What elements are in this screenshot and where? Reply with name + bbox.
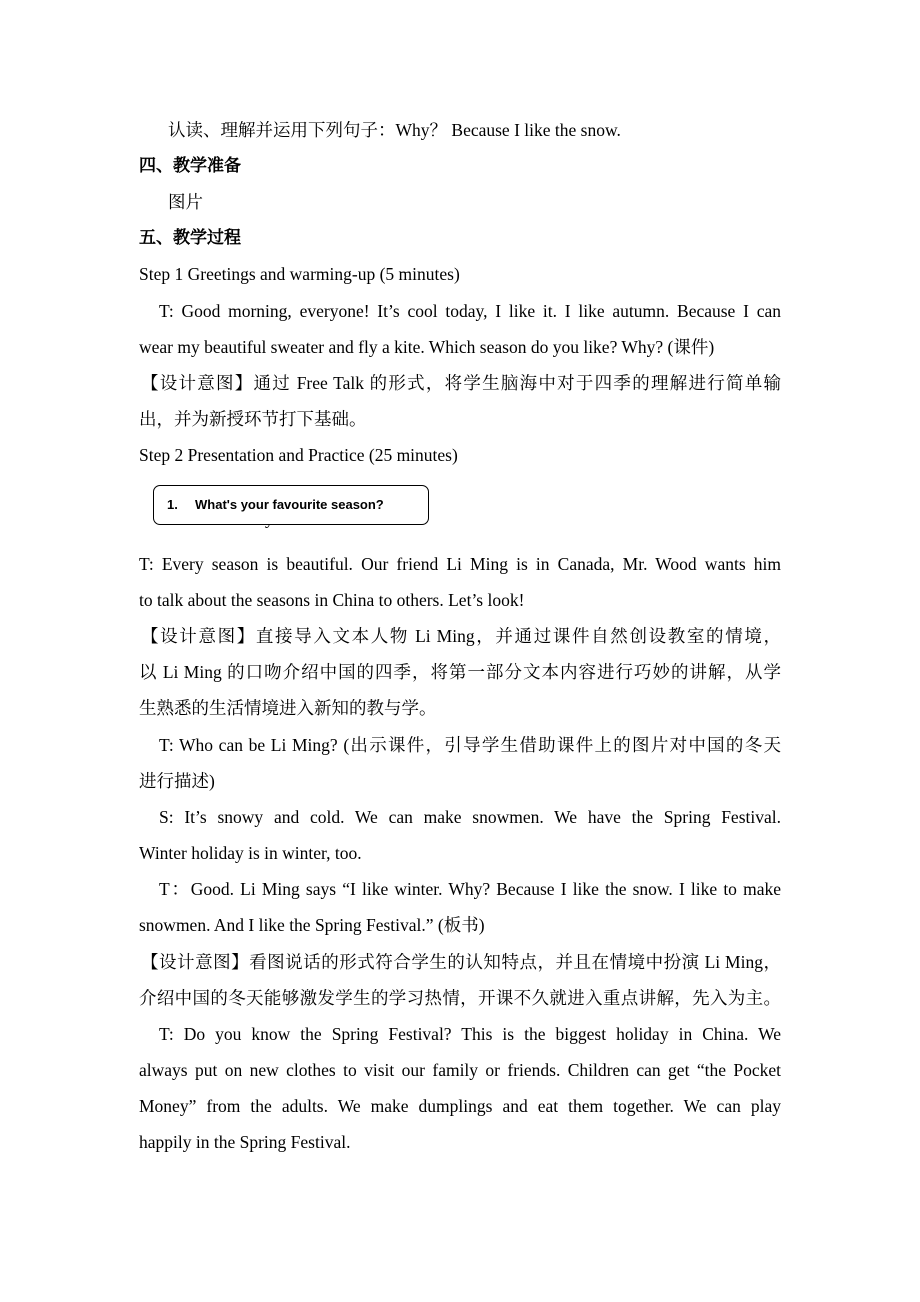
paragraph-line: T: Good morning, everyone! It’s cool today, I like it. I like autumn. Because I can <box>159 301 781 321</box>
paragraph-line: T：Good. Li Ming says “I like winter. Why? Because I like the snow. I like to make <box>159 879 781 899</box>
design-intent-line: 【设计意图】直接导入文本人物 Li Ming，并通过课件自然创设教室的情境， <box>141 626 781 646</box>
design-intent-line: 【设计意图】通过 Free Talk 的形式，将学生脑海中对于四季的理解进行简单输 <box>141 373 781 393</box>
paragraph-line: Money” from the adults. We make dumplings and eat them together. We can play <box>139 1096 781 1116</box>
paragraph-line: always put on new clothes to visit our family or friends. Children can get “the Pocket <box>139 1060 781 1080</box>
design-intent-line: 介绍中国的冬天能够激发学生的学习热情，开课不久就进入重点讲解，先入为主。 <box>139 988 781 1008</box>
design-intent-line: 生熟悉的生活情境进入新知的教与学。 <box>139 698 437 718</box>
paragraph-line: wear my beautiful sweater and fly a kite. Which season do you like? Why? (课件) <box>139 337 715 357</box>
step2-heading: Step 2 Presentation and Practice (25 minutes) <box>139 445 458 465</box>
section-heading-process: 五、教学过程 <box>139 228 241 248</box>
design-intent-line: 以 Li Ming 的口吻介绍中国的四季，将第一部分文本内容进行巧妙的讲解，从学 <box>139 662 781 682</box>
paragraph-line: T: Every season is beautiful. Our friend Li Ming is in Canada, Mr. Wood wants him <box>139 554 781 574</box>
paragraph-line: Winter holiday is in winter, too. <box>139 843 362 863</box>
paragraph-line: 进行描述) <box>139 771 215 791</box>
paragraph-line: to talk about the seasons in China to others. Let’s look! <box>139 590 525 610</box>
paragraph-line: T: Do you know the Spring Festival? This is the biggest holiday in China. We <box>159 1024 781 1044</box>
step1-heading: Step 1 Greetings and warming-up (5 minutes) <box>139 264 460 284</box>
callout-text <box>167 496 384 514</box>
objective-sentence-line: 认读、理解并运用下列句子：Why？ Because I like the snow. <box>168 120 621 140</box>
section-heading-preparation: 四、教学准备 <box>139 156 241 176</box>
design-intent-line: 出，并为新授环节打下基础。 <box>139 409 367 429</box>
paragraph-line: happily in the Spring Festival. <box>139 1132 351 1152</box>
paragraph-line: T: Who can be Li Ming? (出示课件，引导学生借助课件上的图片对中国的冬天 <box>159 735 781 755</box>
paragraph-line: snowmen. And I like the Spring Festival.” (板书) <box>139 915 485 935</box>
preparation-item: 图片 <box>168 192 203 212</box>
callout-number: 1. <box>167 497 178 512</box>
design-intent-line: 【设计意图】看图说话的形式符合学生的认知特点，并且在情境中扮演 Li Ming， <box>141 952 781 972</box>
paragraph-line: S: It’s snowy and cold. We can make snowmen. We have the Spring Festival. <box>159 807 781 827</box>
callout-question: What's your favourite season? <box>195 497 384 512</box>
callout-box <box>153 485 429 525</box>
